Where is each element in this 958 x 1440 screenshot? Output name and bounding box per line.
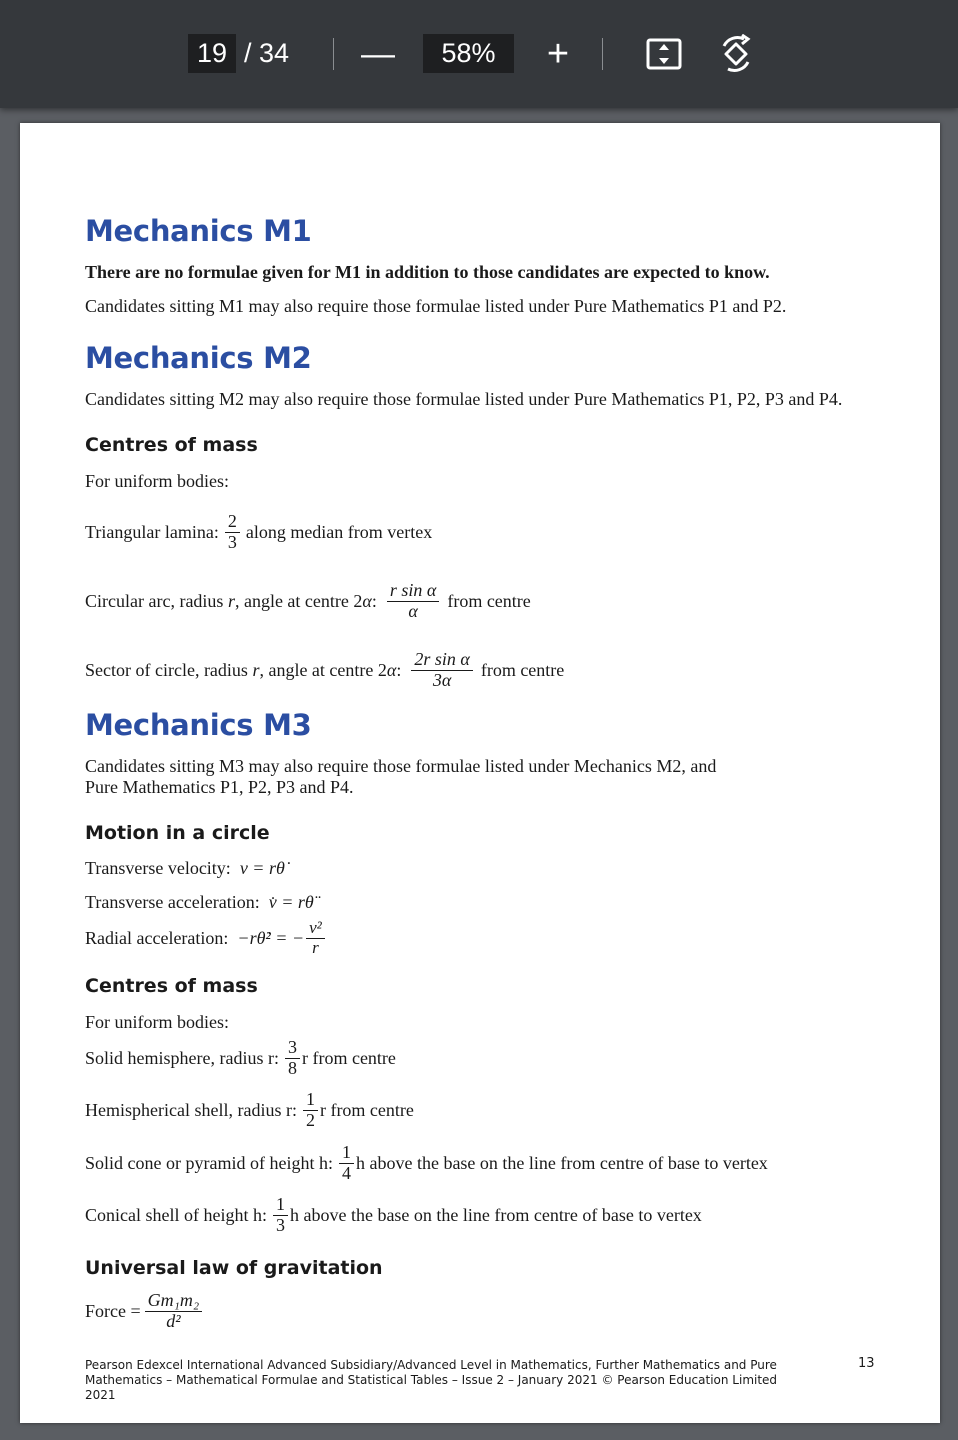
pdf-page	[20, 123, 940, 1423]
shell-den: 2	[305, 1109, 315, 1130]
current-page-input[interactable]: 19	[188, 34, 236, 73]
zoom-in-button[interactable]: +	[546, 33, 570, 75]
arc-fraction	[387, 581, 439, 622]
sector-num: 2r sin α	[411, 650, 472, 671]
zoom-level-input[interactable]: 58%	[423, 34, 514, 73]
m3-note-line1: Candidates sitting M3 may also require those formulae listed under Mechanics M2, and	[85, 756, 717, 776]
toolbar-divider	[333, 38, 334, 70]
tri-label: Triangular lamina:	[85, 521, 219, 542]
conical-num: 1	[273, 1195, 288, 1216]
arc-num: r sin α	[387, 581, 439, 602]
hemi-label: Solid hemisphere, radius r:	[85, 1047, 279, 1068]
arc-rest: from centre	[447, 590, 531, 611]
sector-label-r: r	[252, 659, 260, 680]
m1-note: Candidates sitting M1 may also require those formulae listed under Pure Mathematics P1 and P2.	[85, 296, 787, 316]
page-footer	[85, 1358, 785, 1403]
cone-rest: h above the base on the line from centre of base to vertex	[355, 1152, 768, 1173]
shell-label: Hemispherical shell, radius r:	[85, 1099, 297, 1120]
ra-num: v²	[306, 919, 325, 939]
fit-to-page-icon[interactable]	[646, 38, 682, 70]
transverse-acceleration-row	[85, 892, 314, 913]
solid-hemisphere-row	[85, 1038, 396, 1079]
force-den: d²	[166, 1310, 181, 1331]
tv-label: Transverse velocity:	[85, 858, 231, 878]
shell-num: 1	[303, 1090, 318, 1111]
solid-cone-row	[85, 1143, 768, 1184]
m3-centres-heading: Centres of mass	[85, 975, 258, 997]
gravitation-heading: Universal law of gravitation	[85, 1257, 383, 1279]
triangular-lamina-row	[85, 512, 432, 553]
hemispherical-shell-row	[85, 1090, 414, 1131]
ra-label: Radial acceleration:	[85, 927, 229, 948]
tv-formula: v = rθ̇	[239, 858, 285, 878]
rotate-icon[interactable]	[716, 34, 756, 74]
cone-num: 1	[339, 1143, 354, 1164]
force-label: Force =	[85, 1300, 141, 1321]
conical-den: 3	[275, 1214, 285, 1235]
conical-fraction	[273, 1195, 288, 1236]
conical-label: Conical shell of height h:	[85, 1204, 267, 1225]
motion-circle-heading: Motion in a circle	[85, 822, 270, 844]
section-title-m2: Mechanics M2	[85, 341, 312, 375]
circular-arc-row	[85, 581, 531, 622]
force-fraction	[145, 1291, 203, 1332]
sector-alpha: α	[386, 659, 397, 680]
m3-note-line2: Pure Mathematics P1, P2, P3 and P4.	[85, 777, 354, 797]
m2-centres-heading: Centres of mass	[85, 434, 258, 456]
shell-rest: r from centre	[319, 1099, 414, 1120]
arc-label-b: , angle at centre 2	[234, 590, 363, 611]
conical-rest: h above the base on the line from centre of base to vertex	[289, 1204, 702, 1225]
arc-den: α	[408, 600, 418, 621]
force-num: Gm₁m₂	[145, 1291, 203, 1312]
cone-fraction	[339, 1143, 354, 1184]
m3-uniform-bodies: For uniform bodies:	[85, 1012, 229, 1032]
ra-formula: −rθ̇² = −	[237, 927, 305, 948]
footer-line-1: Pearson Edexcel International Advanced Subsidiary/Advanced Level in Mathematics, Further Mathematics and Pure	[85, 1358, 777, 1372]
sector-label-b: , angle at centre 2	[259, 659, 387, 680]
sector-den: 3α	[432, 669, 452, 690]
total-pages: / 34	[244, 38, 290, 68]
m1-bold-note: There are no formulae given for M1 in addition to those candidates are expected to know.	[85, 262, 770, 282]
cone-den: 4	[341, 1162, 351, 1183]
tri-den: 3	[227, 531, 237, 552]
hemi-den: 8	[287, 1057, 297, 1078]
section-title-m1: Mechanics M1	[85, 214, 312, 248]
sector-label-a: Sector of circle, radius	[85, 659, 248, 680]
sector-colon: :	[396, 659, 402, 680]
hemi-rest: r from centre	[301, 1047, 396, 1068]
tri-rest: along median from vertex	[245, 521, 433, 542]
conical-shell-row	[85, 1195, 702, 1236]
m2-uniform-bodies: For uniform bodies:	[85, 471, 229, 491]
hemi-fraction	[285, 1038, 300, 1079]
footer-line-2: Mathematics – Mathematical Formulae and Statistical Tables – Issue 2 – January 2021 © Pearson Education Limited 2021	[85, 1373, 778, 1402]
ra-fraction	[306, 919, 325, 957]
m2-note: Candidates sitting M2 may also require those formulae listed under Pure Mathematics P1, P2, P3 and P4.	[85, 389, 843, 409]
sector-fraction	[411, 650, 472, 691]
tri-fraction	[225, 512, 240, 553]
section-title-m3: Mechanics M3	[85, 708, 312, 742]
page-number: 13	[858, 1356, 875, 1371]
ra-den: r	[312, 937, 319, 957]
tri-num: 2	[225, 512, 240, 533]
zoom-out-button[interactable]: —	[361, 35, 395, 73]
sector-row	[85, 650, 564, 691]
shell-fraction	[303, 1090, 318, 1131]
cone-label: Solid cone or pyramid of height h:	[85, 1152, 333, 1173]
sector-rest: from centre	[480, 659, 565, 680]
arc-label-r: r	[227, 590, 235, 611]
transverse-velocity-row	[85, 858, 285, 879]
arc-colon: :	[371, 590, 377, 611]
pdf-toolbar	[0, 0, 958, 108]
radial-acceleration-row	[85, 919, 327, 957]
ta-formula: v̇ = rθ̈	[268, 892, 314, 912]
ta-label: Transverse acceleration:	[85, 892, 260, 912]
arc-label-a: Circular arc, radius	[85, 590, 224, 611]
toolbar-divider	[602, 38, 603, 70]
force-row	[85, 1291, 206, 1332]
hemi-num: 3	[285, 1038, 300, 1059]
arc-alpha: α	[362, 590, 372, 611]
